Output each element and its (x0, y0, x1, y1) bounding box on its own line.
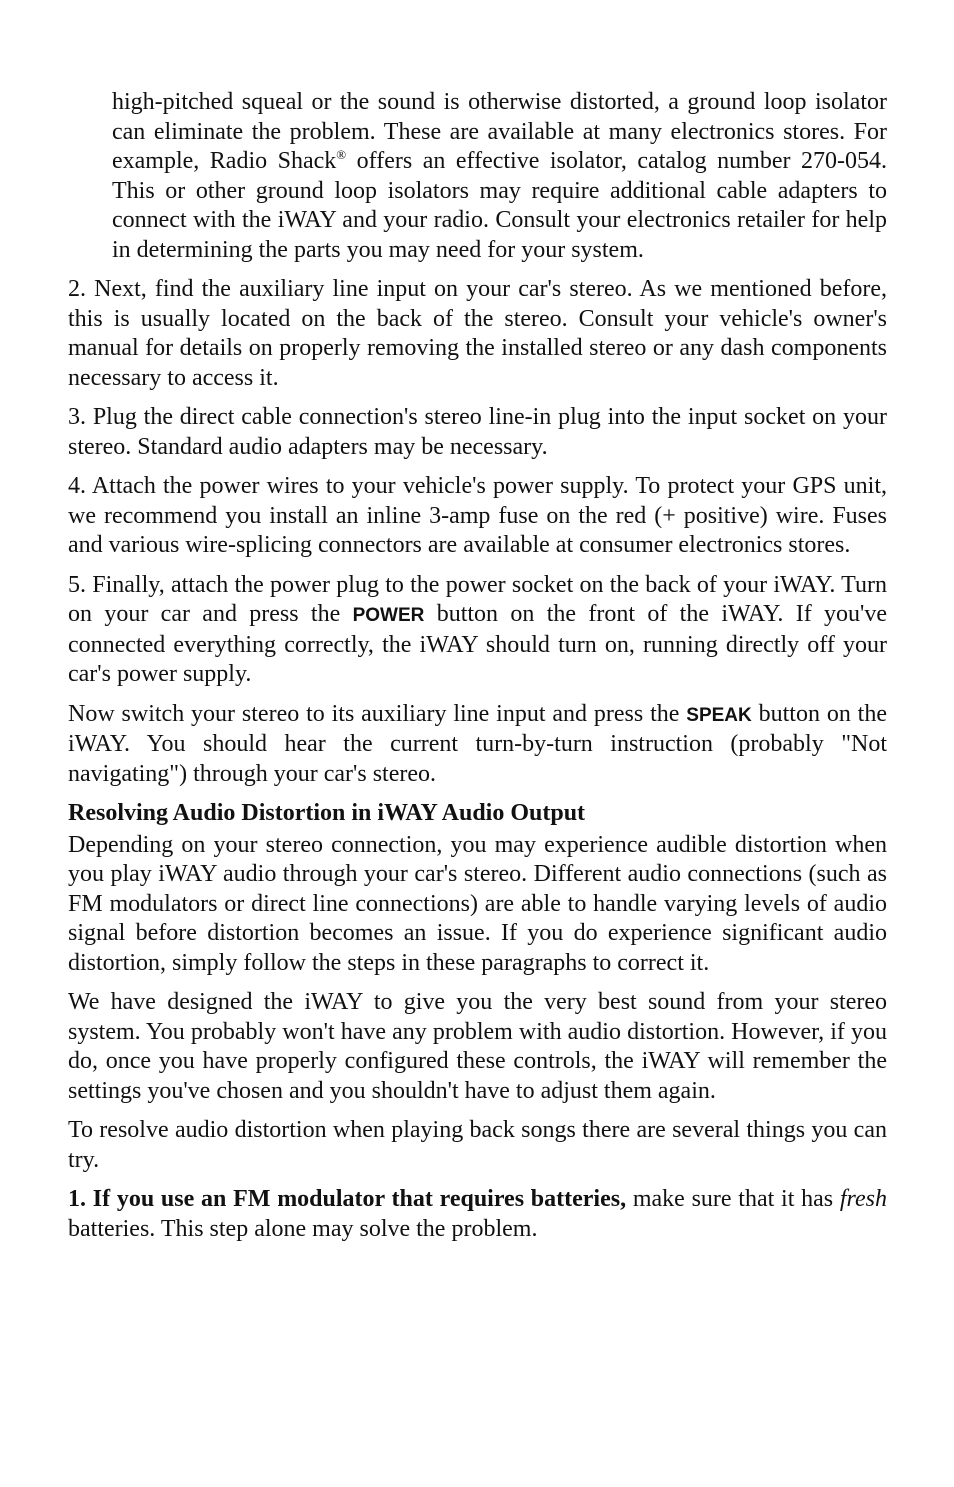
paragraph-speak (68, 700, 887, 790)
text-run: batteries. This step alone may solve the problem. (68, 1215, 538, 1242)
registered-mark: ® (336, 147, 347, 162)
text-run: button on the front of the iWAY. If you've connected everything correctly, the iWAY should turn on, running directly off your car's power supply. (68, 601, 887, 687)
italic-word: fresh (839, 1186, 887, 1212)
power-key-label: POWER (352, 605, 425, 626)
bold-lead: 1. If you use an FM modulator that requires batteries, (68, 1186, 627, 1212)
text-run: offers an effective isolator, catalog number 270-054. This or other ground loop isolators may require additional cable adapters to connect with the iWAY and your radio. Consult your electronics retailer for help in determining the parts you may need for your system. (112, 148, 887, 263)
paragraph-step-2: 2. Next, find the auxiliary line input on your car's stereo. As we mentioned before, this is usually located on the back of the stereo. Consult your vehicle's owner's manual for details on properly removing the installed stereo or any dash components necessary to access it. (68, 276, 887, 391)
paragraph-fm-modulator (68, 1185, 887, 1244)
manual-page (68, 88, 887, 1254)
text-run: make sure that it has (626, 1186, 840, 1212)
paragraph-step-3: 3. Plug the direct cable connection's stereo line-in plug into the input socket on your stereo. Standard audio adapters may be necessary. (68, 404, 887, 460)
text-run: 5. Finally, attach the power plug to the power socket on the back of your iWAY. Turn on your car and press the (68, 571, 887, 627)
text-run: high-pitched squeal or the sound is otherwise distorted, a ground loop isolator can eliminate the problem. These are available at many electronics stores. For example, Radio Shack (112, 89, 887, 174)
paragraph-resolve: To resolve audio distortion when playing back songs there are several things you can try. (68, 1117, 887, 1173)
paragraph-designed: We have designed the iWAY to give you the very best sound from your stereo system. You probably won't have any problem with audio distortion. However, if you do, once you have properly configured these controls, the iWAY will remember the settings you've chosen and you shouldn't have to adjust them again. (68, 989, 887, 1104)
paragraph-distortion-intro: Depending on your stereo connection, you may experience audible distortion when you play iWAY audio through your car's stereo. Different audio connections (such as FM modulators or direct line connections) are able to handle varying levels of audio signal before distortion becomes an issue. If you do experience significant audio distortion, simply follow the steps in these paragraphs to correct it. (68, 831, 887, 976)
paragraph-ground-loop-isolator (112, 88, 887, 265)
text-run: button on the iWAY. You should hear the current turn-by-turn instruction (probably "Not navigating") through your car's stereo. (68, 700, 888, 787)
speak-key-label: SPEAK (686, 704, 752, 726)
paragraph-step-5 (68, 571, 887, 690)
paragraph-step-4: 4. Attach the power wires to your vehicle's power supply. To protect your GPS unit, we recommend you install an inline 3-amp fuse on the red (+ positive) wire. Fuses and various wire-splicing connectors are available at consumer electronics stores. (68, 473, 887, 558)
section-heading: Resolving Audio Distortion in iWAY Audio Output (68, 800, 586, 826)
text-run: Now switch your stereo to its auxiliary line input and press the (68, 700, 687, 727)
